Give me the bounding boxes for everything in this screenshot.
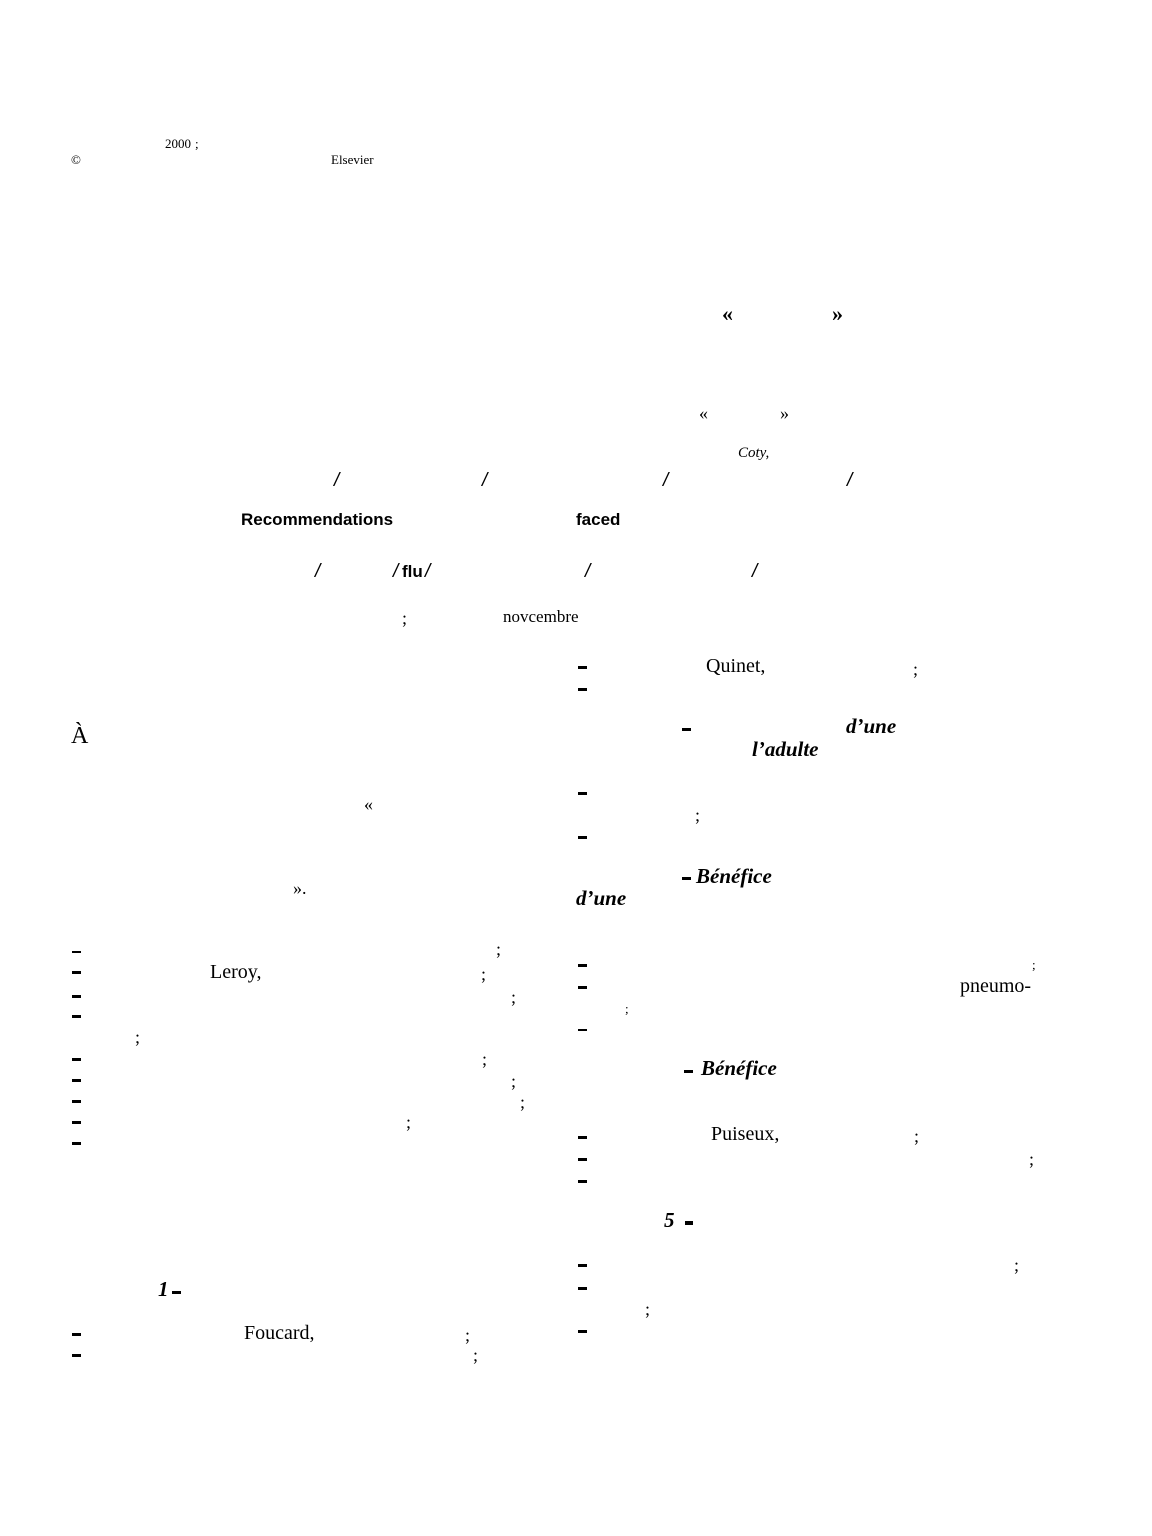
- list-separator: ;: [695, 805, 701, 825]
- author-foucard: Foucard,: [244, 1322, 315, 1344]
- heading-ladulte: l’adulte: [752, 737, 819, 761]
- author-leroy: Leroy,: [210, 961, 262, 983]
- header-year-separator: ;: [195, 136, 199, 151]
- author-puiseux: Puiseux,: [711, 1123, 780, 1145]
- guillemet-open: «: [722, 301, 733, 326]
- list-separator: ;: [1014, 1255, 1020, 1275]
- slash: /: [752, 561, 758, 582]
- section-dash: [172, 1291, 181, 1294]
- author-coty: Coty,: [738, 445, 770, 461]
- slash: /: [393, 561, 399, 582]
- slash: /: [482, 470, 488, 491]
- list-separator: ;: [406, 1112, 412, 1132]
- heading-benefice: Bénéfice: [696, 864, 772, 888]
- slash: /: [334, 470, 340, 491]
- list-bullet: [578, 792, 587, 795]
- slash: /: [663, 470, 669, 491]
- list-separator: ;: [465, 1325, 471, 1345]
- list-separator: ;: [511, 987, 517, 1007]
- list-bullet: [578, 964, 587, 967]
- keyword-flu: flu: [402, 562, 423, 581]
- list-bullet: [72, 1015, 81, 1018]
- list-bullet: [578, 1158, 587, 1161]
- guillemet-open: «: [364, 794, 373, 814]
- guillemet-close-2: »: [780, 403, 789, 423]
- guillemet-open-2: «: [699, 403, 708, 423]
- author-quinet: Quinet,: [706, 655, 766, 677]
- list-bullet: [578, 1029, 587, 1031]
- list-separator: ;: [645, 1299, 651, 1319]
- section-dash: [682, 728, 691, 731]
- list-bullet: [72, 1354, 81, 1357]
- slash: /: [847, 470, 853, 491]
- list-bullet: [72, 1058, 81, 1061]
- guillemet-close: »: [832, 301, 843, 326]
- list-bullet: [72, 995, 81, 998]
- list-separator: ;: [1032, 957, 1036, 972]
- list-separator: ;: [135, 1027, 141, 1047]
- list-separator: ;: [914, 1126, 920, 1146]
- list-separator: ;: [482, 1049, 488, 1069]
- list-bullet: [72, 971, 81, 974]
- list-bullet: [578, 1330, 587, 1333]
- list-bullet: [578, 688, 587, 691]
- section-number-1: 1: [158, 1277, 169, 1301]
- list-bullet: [578, 986, 587, 989]
- list-bullet: [72, 1333, 81, 1336]
- section-dash: [682, 877, 691, 880]
- list-bullet: [578, 1180, 587, 1183]
- slash: /: [425, 561, 431, 582]
- list-separator: ;: [496, 939, 502, 959]
- publisher-name: Elsevier: [331, 152, 374, 167]
- heading-dune: d’une: [846, 714, 897, 738]
- keyword-recommendations: Recommendations: [241, 510, 394, 529]
- list-bullet: [578, 666, 587, 669]
- list-bullet: [72, 1100, 81, 1103]
- list-bullet: [578, 1136, 587, 1139]
- heading-benefice: Bénéfice: [701, 1056, 777, 1080]
- slash: /: [315, 561, 321, 582]
- date-month: novcembre: [503, 607, 579, 626]
- list-separator: ;: [913, 659, 919, 679]
- guillemet-close: ».: [293, 878, 307, 898]
- copyright-symbol: ©: [71, 152, 81, 167]
- heading-dune: d’une: [576, 886, 627, 910]
- list-separator: ;: [625, 1001, 629, 1016]
- list-separator: ;: [511, 1071, 517, 1091]
- list-bullet: [72, 951, 81, 953]
- section-number-5: 5: [664, 1208, 675, 1232]
- drop-capital: À: [71, 723, 89, 749]
- list-separator: ;: [520, 1092, 526, 1112]
- list-separator: ;: [473, 1345, 479, 1365]
- section-dash: [684, 1070, 693, 1073]
- list-separator: ;: [1029, 1149, 1035, 1169]
- list-bullet: [72, 1079, 81, 1082]
- list-separator: ;: [481, 964, 487, 984]
- text-pneumo: pneumo-: [960, 975, 1032, 997]
- list-bullet: [72, 1142, 81, 1145]
- list-bullet: [72, 1121, 81, 1124]
- list-bullet: [578, 1287, 587, 1290]
- list-bullet: [578, 1264, 587, 1267]
- slash: /: [585, 561, 591, 582]
- section-dash: [685, 1221, 693, 1225]
- header-year: 2000: [165, 136, 191, 151]
- list-bullet: [578, 836, 587, 839]
- keyword-faced: faced: [576, 510, 621, 529]
- date-separator: ;: [402, 608, 408, 628]
